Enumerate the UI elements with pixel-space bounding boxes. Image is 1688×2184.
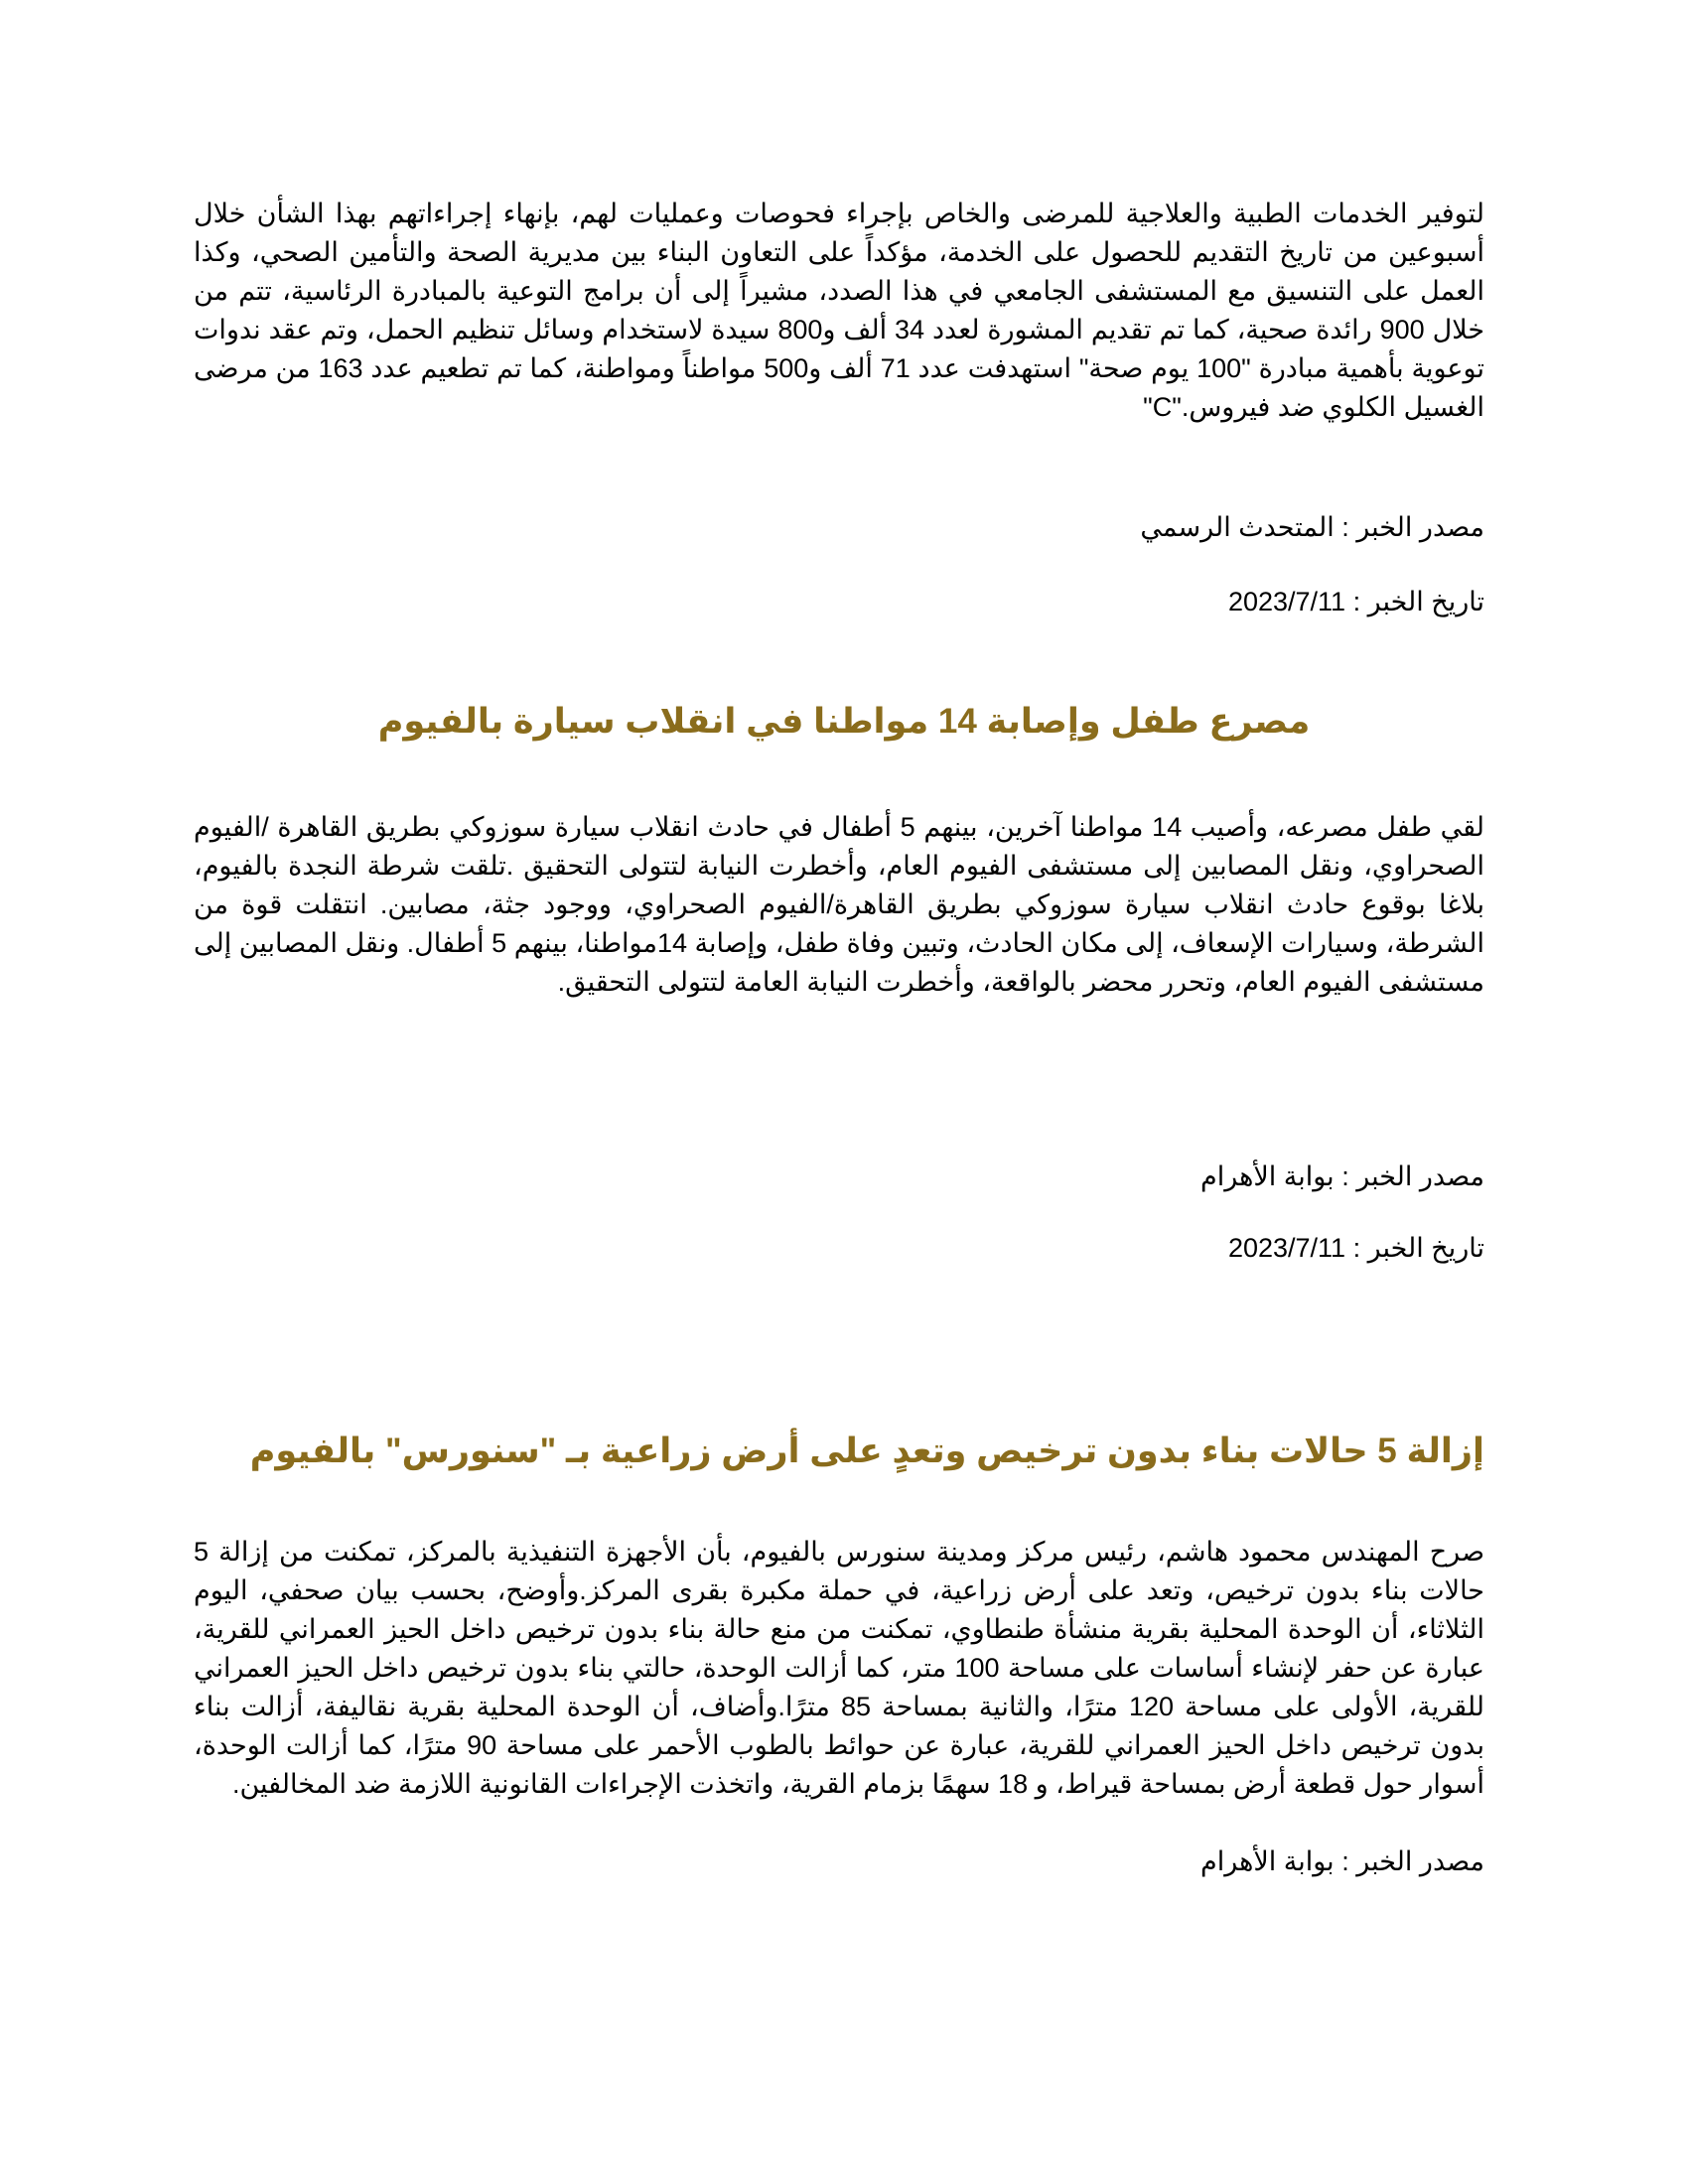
article-1-news-date: تاريخ الخبر : 2023/7/11	[1227, 1233, 1484, 1263]
article-2-title: إزالة 5 حالات بناء بدون ترخيص وتعدٍ على أرض زراعية بـ "سنورس" بالفيوم	[249, 1432, 1484, 1470]
intro-news-date: تاريخ الخبر : 2023/7/11	[1227, 587, 1484, 616]
article-2-paragraph: صرح المهندس محمود هاشم، رئيس مركز ومدينة سنورس بالفيوم، بأن الأجهزة التنفيذية بالمركز، تمكنت من إزالة 5 حالات بناء بدون ترخيص، وتعد على أرض زراعية، في حملة مكبرة بقرى المركز.وأوضح، بحسب بيان صحفي، اليوم الثلاثاء، أن الوحدة المحلية بقرية منشأة طنطاوي، تمكنت من منع حالة بناء بدون ترخيص داخل الحيز العمراني للقرية، عبارة عن حفر لإنشاء أساسات على مساحة 100 متر، كما أزالت الوحدة، حالتي بناء بدون ترخيص داخل الحيز العمراني للقرية، الأولى على مساحة 120 مترًا، والثانية بمساحة 85 مترًا.وأضاف، أن الوحدة المحلية بقرية نقاليفة، أزالت بناء بدون ترخيص داخل الحيز العمراني للقرية، عبارة عن حوائط بالطوب الأحمر على مساحة 90 مترًا، كما أزالت الوحدة، أسوار حول قطعة أرض بمساحة قيراط، و 18 سهمًا بزمام القرية، واتخذت الإجراءات القانونية اللازمة ضد المخالفين.	[194, 1537, 1485, 1799]
article-1-title: مصرع طفل وإصابة 14 مواطنا في انقلاب سيارة بالفيوم	[377, 702, 1311, 741]
intro-news-source: مصدر الخبر : المتحدث الرسمي	[1140, 512, 1484, 542]
article-1-paragraph: لقي طفل مصرعه، وأصيب 14 مواطنا آخرين، بينهم 5 أطفال في حادث انقلاب سيارة سوزوكي بطريق القاهرة /الفيوم الصحراوي، ونقل المصابين إلى مستشفى الفيوم العام، وأخطرت النيابة لتتولى التحقيق .تلقت شرطة النجدة بالفيوم، بلاغا بوقوع حادث انقلاب سيارة سوزوكي بطريق القاهرة/الفيوم الصحراوي، ووجود جثة، مصابين. انتقلت قوة من الشرطة، وسيارات الإسعاف، إلى مكان الحادث، وتبين وفاة طفل، وإصابة 14مواطنا، بينهم 5 أطفال. ونقل المصابين إلى مستشفى الفيوم العام، وتحرر محضر بالواقعة، وأخطرت النيابة العامة لتتولى التحقيق.	[194, 812, 1484, 997]
article-1-news-source: مصدر الخبر : بوابة الأهرام	[1199, 1161, 1484, 1191]
article-2-news-source: مصدر الخبر : بوابة الأهرام	[1199, 1846, 1484, 1876]
intro-paragraph: لتوفير الخدمات الطبية والعلاجية للمرضى والخاص بإجراء فحوصات وعمليات لهم، بإنهاء إجراءاتهم بهذا الشأن خلال أسبوعين من تاريخ التقديم للحصول على الخدمة، مؤكداً على التعاون البناء بين مديرية الصحة والتأمين الصحي، وكذا العمل على التنسيق مع المستشفى الجامعي في هذا الصدد، مشيراً إلى أن برامج التوعية بالمبادرة الرئاسية، تتم من خلال 900 رائدة صحية، كما تم تقديم المشورة لعدد 34 ألف و800 سيدة لاستخدام وسائل تنظيم الحمل، وتم عقد ندوات توعوية بأهمية مبادرة "100 يوم صحة" استهدفت عدد 71 ألف و500 مواطناً ومواطنة، كما تم تطعيم عدد 163 من مرضى الغسيل الكلوي ضد فيروس."C"	[194, 199, 1485, 422]
